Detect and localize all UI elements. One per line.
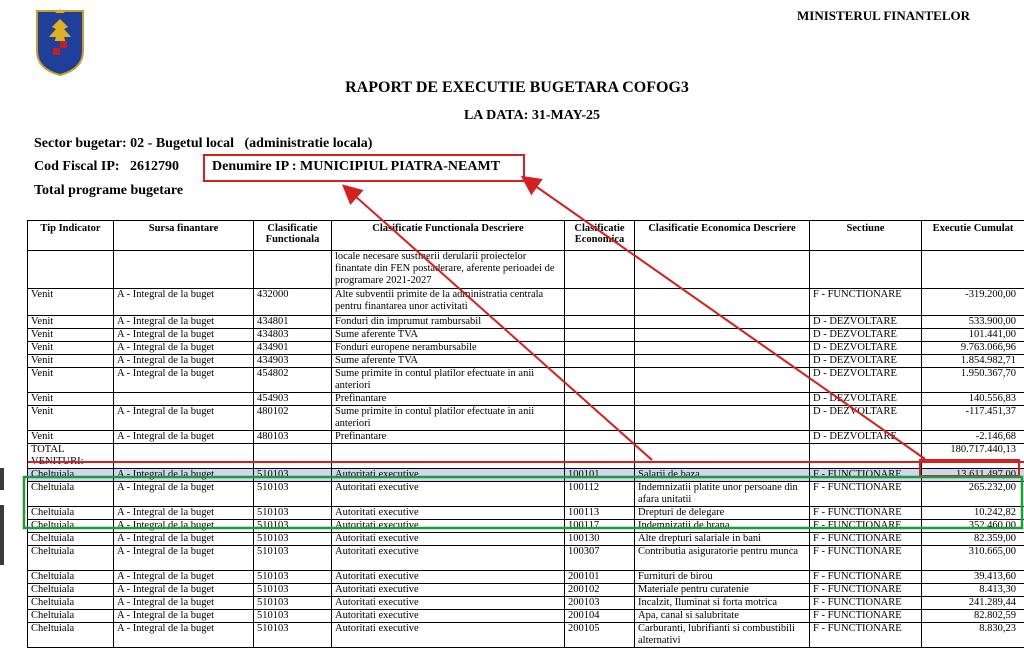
table-row: [28, 289, 1024, 316]
tip-indicator-cell: Venit: [28, 406, 114, 431]
tip-indicator-cell: Venit: [28, 393, 114, 406]
executie-cumulat-cell: 1.854.982,71: [922, 355, 1024, 368]
table-row: [28, 431, 1024, 444]
sursa-finantare-cell: A - Integral de la buget: [114, 546, 254, 571]
clasif-functionala-desc-cell: Autoritati executive: [332, 507, 565, 520]
clasif-functionala-cell: 434801: [254, 316, 332, 329]
table-row: [28, 482, 1024, 507]
sectiune-cell: F - FUNCTIONARE: [810, 623, 922, 648]
clasif-functionala-desc-cell: locale necesare sustinerii derularii proiectelor finantate din FEN postaderare, aferente perioadei de programare 2021-2027: [332, 251, 565, 289]
table-row: [28, 393, 1024, 406]
executie-cumulat-cell: -2.146,68: [922, 431, 1024, 444]
col-header: Clasificatie Functionala: [254, 221, 332, 251]
sectiune-cell: F - FUNCTIONARE: [810, 520, 922, 533]
clasif-economica-cell: [565, 289, 635, 316]
executie-cumulat-cell: 82.359,00: [922, 533, 1024, 546]
sectiune-cell: F - FUNCTIONARE: [810, 289, 922, 316]
left-edge-mark: [0, 505, 4, 565]
sursa-finantare-cell: A - Integral de la buget: [114, 571, 254, 584]
clasif-functionala-cell: 510103: [254, 597, 332, 610]
sector-bugetar: Sector bugetar: 02 - Bugetul local (administratie locala): [34, 136, 372, 152]
clasif-economica-cell: 100112: [565, 482, 635, 507]
clasif-economica-desc-cell: Alte drepturi salariale in bani: [635, 533, 810, 546]
table-row: [28, 623, 1024, 648]
table-row: [28, 546, 1024, 571]
clasif-economica-desc-cell: [635, 355, 810, 368]
tip-indicator-cell: Venit: [28, 355, 114, 368]
sectiune-cell: D - DEZVOLTARE: [810, 406, 922, 431]
clasif-functionala-cell: 510103: [254, 571, 332, 584]
tip-indicator-cell: Cheltuiala: [28, 597, 114, 610]
clasif-functionala-cell: 510103: [254, 610, 332, 623]
clasif-economica-desc-cell: [635, 251, 810, 289]
clasif-functionala-cell: 510103: [254, 507, 332, 520]
clasif-functionala-cell: 434903: [254, 355, 332, 368]
tip-indicator-cell: Cheltuiala: [28, 546, 114, 571]
tip-indicator-cell: Cheltuiala: [28, 533, 114, 546]
clasif-functionala-cell: 510103: [254, 469, 332, 482]
sursa-finantare-cell: A - Integral de la buget: [114, 584, 254, 597]
sectiune-cell: D - DEZVOLTARE: [810, 431, 922, 444]
clasif-economica-cell: 100117: [565, 520, 635, 533]
clasif-economica-desc-cell: Apa, canal si salubritate: [635, 610, 810, 623]
sectiune-cell: F - FUNCTIONARE: [810, 482, 922, 507]
executie-cumulat-cell: 241.289,44: [922, 597, 1024, 610]
tip-indicator-cell: Venit: [28, 289, 114, 316]
clasif-functionala-cell: 454903: [254, 393, 332, 406]
executie-cumulat-cell: [922, 251, 1024, 289]
clasif-functionala-desc-cell: Alte subventii primite de la administratia centrala pentru finantarea unor activitati: [332, 289, 565, 316]
sursa-finantare-cell: A - Integral de la buget: [114, 623, 254, 648]
table-row: [28, 355, 1024, 368]
table-row: [28, 571, 1024, 584]
sectiune-cell: F - FUNCTIONARE: [810, 584, 922, 597]
sectiune-cell: F - FUNCTIONARE: [810, 597, 922, 610]
clasif-functionala-cell: 510103: [254, 623, 332, 648]
sectiune-cell: D - DEZVOLTARE: [810, 368, 922, 393]
sectiune-cell: F - FUNCTIONARE: [810, 469, 922, 482]
clasif-economica-cell: 200104: [565, 610, 635, 623]
executie-cumulat-cell: 9.763.066,96: [922, 342, 1024, 355]
clasif-economica-desc-cell: [635, 393, 810, 406]
sursa-finantare-cell: A - Integral de la buget: [114, 406, 254, 431]
executie-cumulat-cell: 352.460,00: [922, 520, 1024, 533]
clasif-economica-desc-cell: [635, 444, 810, 469]
executie-cumulat-cell: 265.232,00: [922, 482, 1024, 507]
clasif-economica-cell: [565, 444, 635, 469]
tip-indicator-cell: Cheltuiala: [28, 623, 114, 648]
col-header: Clasificatie Economica Descriere: [635, 221, 810, 251]
table-row: [28, 469, 1024, 482]
clasif-economica-desc-cell: Contributia asiguratorie pentru munca: [635, 546, 810, 571]
ministry-name: MINISTERUL FINANTELOR: [797, 8, 970, 24]
sectiune-cell: [810, 444, 922, 469]
denumire-ip: Denumire IP : MUNICIPIUL PIATRA-NEAMT: [212, 159, 500, 175]
sursa-finantare-cell: A - Integral de la buget: [114, 431, 254, 444]
sursa-finantare-cell: A - Integral de la buget: [114, 597, 254, 610]
cod-fiscal: Cod Fiscal IP: 2612790: [34, 159, 179, 175]
tip-indicator-cell: Venit: [28, 431, 114, 444]
clasif-functionala-desc-cell: Autoritati executive: [332, 482, 565, 507]
clasif-functionala-desc-cell: Fonduri din imprumut rambursabil: [332, 316, 565, 329]
executie-cumulat-cell: 10.242,82: [922, 507, 1024, 520]
clasif-economica-cell: 200101: [565, 571, 635, 584]
clasif-functionala-cell: 480102: [254, 406, 332, 431]
table-header-row: [28, 221, 1024, 251]
clasif-functionala-cell: 510103: [254, 546, 332, 571]
clasif-economica-desc-cell: [635, 316, 810, 329]
sursa-finantare-cell: A - Integral de la buget: [114, 507, 254, 520]
table-row: [28, 406, 1024, 431]
clasif-functionala-cell: 432000: [254, 289, 332, 316]
clasif-economica-desc-cell: [635, 406, 810, 431]
clasif-functionala-cell: [254, 251, 332, 289]
clasif-economica-cell: [565, 368, 635, 393]
clasif-functionala-cell: 434803: [254, 329, 332, 342]
executie-cumulat-cell: 101.441,00: [922, 329, 1024, 342]
clasif-economica-cell: [565, 406, 635, 431]
sectiune-cell: D - DEZVOLTARE: [810, 355, 922, 368]
clasif-functionala-cell: 454802: [254, 368, 332, 393]
clasif-economica-cell: 100101: [565, 469, 635, 482]
clasif-functionala-cell: [254, 444, 332, 469]
sursa-finantare-cell: [114, 251, 254, 289]
romania-coat-of-arms-logo: [33, 7, 87, 77]
sectiune-cell: D - DEZVOLTARE: [810, 329, 922, 342]
sursa-finantare-cell: A - Integral de la buget: [114, 342, 254, 355]
clasif-economica-cell: 100113: [565, 507, 635, 520]
executie-cumulat-cell: 8.413,30: [922, 584, 1024, 597]
clasif-functionala-desc-cell: Autoritati executive: [332, 610, 565, 623]
clasif-functionala-desc-cell: Sume aferente TVA: [332, 355, 565, 368]
clasif-functionala-desc-cell: Autoritati executive: [332, 520, 565, 533]
tip-indicator-cell: Venit: [28, 316, 114, 329]
clasif-economica-desc-cell: [635, 342, 810, 355]
sectiune-cell: F - FUNCTIONARE: [810, 546, 922, 571]
sursa-finantare-cell: A - Integral de la buget: [114, 368, 254, 393]
tip-indicator-cell: Cheltuiala: [28, 520, 114, 533]
clasif-functionala-cell: 510103: [254, 584, 332, 597]
executie-cumulat-cell: 82.802,59: [922, 610, 1024, 623]
clasif-economica-cell: [565, 329, 635, 342]
executie-cumulat-cell: 180.717.440,13: [922, 444, 1024, 469]
tip-indicator-cell: Cheltuiala: [28, 507, 114, 520]
clasif-functionala-cell: 510103: [254, 482, 332, 507]
table-row: [28, 329, 1024, 342]
clasif-functionala-cell: 510103: [254, 520, 332, 533]
sursa-finantare-cell: A - Integral de la buget: [114, 355, 254, 368]
clasif-functionala-desc-cell: Autoritati executive: [332, 546, 565, 571]
sectiune-cell: [810, 251, 922, 289]
report-table: [27, 220, 1024, 648]
table-row: [28, 507, 1024, 520]
clasif-functionala-cell: 510103: [254, 533, 332, 546]
table-row: [28, 520, 1024, 533]
col-header: Executie Cumulat: [922, 221, 1024, 251]
executie-cumulat-cell: 8.830,23: [922, 623, 1024, 648]
sursa-finantare-cell: [114, 444, 254, 469]
tip-indicator-cell: Cheltuiala: [28, 469, 114, 482]
clasif-economica-cell: [565, 355, 635, 368]
clasif-economica-cell: [565, 316, 635, 329]
table-row: [28, 444, 1024, 469]
tip-indicator-cell: Venit: [28, 342, 114, 355]
clasif-functionala-desc-cell: Autoritati executive: [332, 623, 565, 648]
executie-cumulat-cell: 310.665,00: [922, 546, 1024, 571]
clasif-functionala-desc-cell: Prefinantare: [332, 393, 565, 406]
clasif-functionala-cell: 434901: [254, 342, 332, 355]
col-header: Sursa finantare: [114, 221, 254, 251]
sectiune-cell: D - DEZVOLTARE: [810, 393, 922, 406]
clasif-functionala-desc-cell: Prefinantare: [332, 431, 565, 444]
clasif-functionala-desc-cell: Autoritati executive: [332, 584, 565, 597]
clasif-economica-cell: 200105: [565, 623, 635, 648]
clasif-functionala-desc-cell: Fonduri europene nerambursabile: [332, 342, 565, 355]
clasif-economica-cell: 200103: [565, 597, 635, 610]
table-row: [28, 533, 1024, 546]
clasif-functionala-desc-cell: Autoritati executive: [332, 597, 565, 610]
sursa-finantare-cell: A - Integral de la buget: [114, 610, 254, 623]
clasif-economica-desc-cell: Incalzit, Iluminat si forta motrica: [635, 597, 810, 610]
clasif-functionala-desc-cell: Autoritati executive: [332, 469, 565, 482]
clasif-economica-desc-cell: [635, 431, 810, 444]
tip-indicator-cell: Cheltuiala: [28, 584, 114, 597]
clasif-economica-cell: 100130: [565, 533, 635, 546]
col-header: Sectiune: [810, 221, 922, 251]
clasif-economica-desc-cell: Furnituri de birou: [635, 571, 810, 584]
table-row: [28, 342, 1024, 355]
clasif-economica-cell: [565, 393, 635, 406]
executie-cumulat-cell: 39.413,60: [922, 571, 1024, 584]
col-header: Tip Indicator: [28, 221, 114, 251]
sectiune-cell: F - FUNCTIONARE: [810, 533, 922, 546]
total-programe: Total programe bugetare: [34, 183, 183, 199]
sectiune-cell: D - DEZVOLTARE: [810, 316, 922, 329]
col-header: Clasificatie Functionala Descriere: [332, 221, 565, 251]
clasif-economica-desc-cell: [635, 289, 810, 316]
clasif-economica-desc-cell: [635, 329, 810, 342]
clasif-economica-cell: [565, 342, 635, 355]
clasif-functionala-desc-cell: Sume primite in contul platilor efectuate in anii anteriori: [332, 406, 565, 431]
table-row: [28, 610, 1024, 623]
executie-cumulat-cell: 13.611.497,00: [922, 469, 1024, 482]
clasif-economica-desc-cell: Salarii de baza: [635, 469, 810, 482]
clasif-functionala-desc-cell: Sume primite in contul platilor efectuate in anii anteriori: [332, 368, 565, 393]
clasif-functionala-desc-cell: [332, 444, 565, 469]
executie-cumulat-cell: 140.556,83: [922, 393, 1024, 406]
left-edge-mark: [0, 468, 4, 490]
table-row: [28, 316, 1024, 329]
executie-cumulat-cell: -117.451,37: [922, 406, 1024, 431]
tip-indicator-cell: Cheltuiala: [28, 482, 114, 507]
report-date: LA DATA: 31-MAY-25: [0, 108, 1024, 124]
tip-indicator-cell: Cheltuiala: [28, 571, 114, 584]
sursa-finantare-cell: A - Integral de la buget: [114, 520, 254, 533]
sectiune-cell: F - FUNCTIONARE: [810, 571, 922, 584]
executie-cumulat-cell: 533.900,00: [922, 316, 1024, 329]
sursa-finantare-cell: A - Integral de la buget: [114, 469, 254, 482]
table-row: [28, 584, 1024, 597]
report-title: RAPORT DE EXECUTIE BUGETARA COFOG3: [0, 79, 1024, 97]
clasif-functionala-desc-cell: Sume aferente TVA: [332, 329, 565, 342]
clasif-economica-desc-cell: Materiale pentru curatenie: [635, 584, 810, 597]
tip-indicator-cell: Cheltuiala: [28, 610, 114, 623]
clasif-functionala-desc-cell: Autoritati executive: [332, 533, 565, 546]
tip-indicator-cell: [28, 251, 114, 289]
tip-indicator-cell: Venit: [28, 329, 114, 342]
table-row: [28, 368, 1024, 393]
sursa-finantare-cell: A - Integral de la buget: [114, 482, 254, 507]
tip-indicator-cell: TOTAL VENITURI:: [28, 444, 114, 469]
clasif-economica-cell: 200102: [565, 584, 635, 597]
sursa-finantare-cell: A - Integral de la buget: [114, 289, 254, 316]
clasif-economica-cell: [565, 431, 635, 444]
table-row: [28, 251, 1024, 289]
sursa-finantare-cell: A - Integral de la buget: [114, 533, 254, 546]
clasif-functionala-desc-cell: Autoritati executive: [332, 571, 565, 584]
clasif-economica-desc-cell: [635, 368, 810, 393]
tip-indicator-cell: Venit: [28, 368, 114, 393]
col-header: Clasificatie Economica: [565, 221, 635, 251]
clasif-functionala-cell: 480103: [254, 431, 332, 444]
executie-cumulat-cell: 1.950.367,70: [922, 368, 1024, 393]
clasif-economica-desc-cell: Drepturi de delegare: [635, 507, 810, 520]
sursa-finantare-cell: A - Integral de la buget: [114, 329, 254, 342]
sectiune-cell: F - FUNCTIONARE: [810, 610, 922, 623]
table-row: [28, 597, 1024, 610]
clasif-economica-desc-cell: Carburanti, lubrifianti si combustibili alternativi: [635, 623, 810, 648]
executie-cumulat-cell: -319.200,00: [922, 289, 1024, 316]
clasif-economica-desc-cell: Indemnizatii de hrana: [635, 520, 810, 533]
clasif-economica-desc-cell: Indemnizatii platite unor persoane din afara unitatii: [635, 482, 810, 507]
sectiune-cell: D - DEZVOLTARE: [810, 342, 922, 355]
sursa-finantare-cell: [114, 393, 254, 406]
clasif-economica-cell: [565, 251, 635, 289]
sursa-finantare-cell: A - Integral de la buget: [114, 316, 254, 329]
sectiune-cell: F - FUNCTIONARE: [810, 507, 922, 520]
clasif-economica-cell: 100307: [565, 546, 635, 571]
